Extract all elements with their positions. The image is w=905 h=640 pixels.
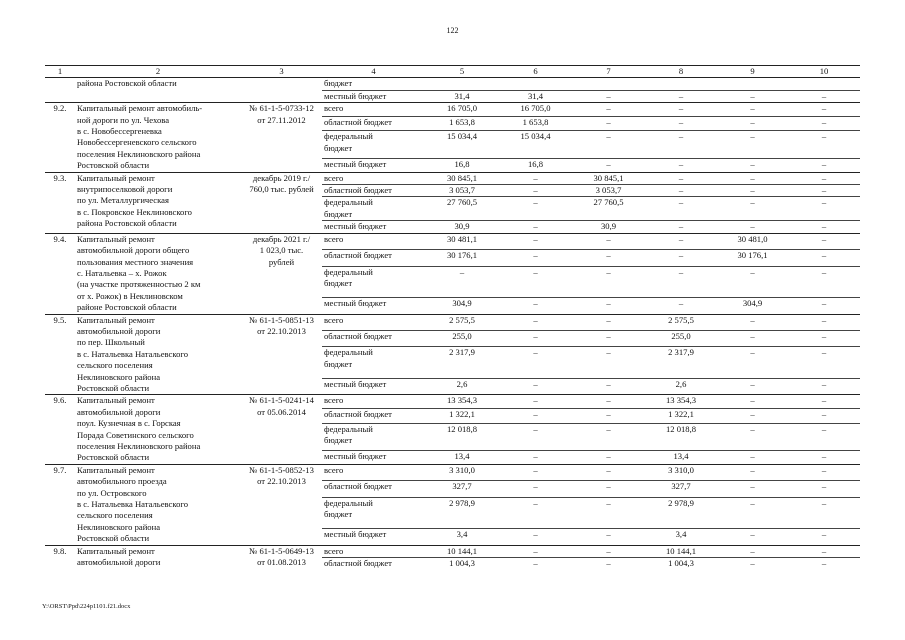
amount-cell — [572, 78, 645, 90]
object-name: Капитальный ремонт автомобильной дороги — [75, 545, 241, 569]
amount-cell: – — [717, 409, 788, 423]
amount-cell: 30 176,1 — [717, 250, 788, 266]
amount-cell: – — [645, 185, 717, 197]
funding-source: областной бюджет — [322, 409, 425, 423]
object-name: Капитальный ремонт автомобильной дороги общего пользования местного значения с. Натальевка – х. Рожок (на участке протяженностью 2 км от х. Рожок) в Неклиновском районе Ростовской области — [75, 233, 241, 314]
amount-cell: – — [572, 330, 645, 346]
row-number: 9.2. — [45, 103, 75, 172]
amount-cell: – — [717, 545, 788, 557]
amount-cell: – — [572, 298, 645, 314]
funding-source: местный бюджет — [322, 221, 425, 233]
funding-source: федеральный бюджет — [322, 347, 425, 379]
amount-cell: – — [572, 90, 645, 102]
amount-cell: – — [788, 117, 860, 131]
amount-cell: – — [499, 409, 572, 423]
amount-cell: 13,4 — [645, 450, 717, 464]
amount-cell: 3 053,7 — [425, 185, 499, 197]
column-number: 8 — [645, 66, 717, 78]
amount-cell: – — [788, 347, 860, 379]
amount-cell: – — [788, 197, 860, 221]
amount-cell: – — [645, 221, 717, 233]
amount-cell: 30 845,1 — [572, 172, 645, 184]
funding-source: всего — [322, 395, 425, 409]
amount-cell: – — [788, 409, 860, 423]
amount-cell: – — [572, 409, 645, 423]
amount-cell: 31,4 — [425, 90, 499, 102]
amount-cell: 2 317,9 — [645, 347, 717, 379]
amount-cell — [425, 78, 499, 90]
object-name: Капитальный ремонт автомобильного проезда по ул. Островского в с. Натальевка Натальевского сельского поселения Неклиновского района Ростовской области — [75, 464, 241, 545]
funding-source: областной бюджет — [322, 558, 425, 570]
amount-cell: 2 575,5 — [425, 314, 499, 330]
amount-cell: 13 354,3 — [425, 395, 499, 409]
amount-cell: – — [717, 378, 788, 394]
amount-cell: – — [717, 117, 788, 131]
table-row — [45, 545, 860, 557]
row-number: 9.5. — [45, 314, 75, 395]
amount-cell: – — [572, 250, 645, 266]
amount-cell: 13 354,3 — [645, 395, 717, 409]
row-number: 9.3. — [45, 172, 75, 233]
amount-cell: 16,8 — [425, 158, 499, 172]
amount-cell: 1 004,3 — [425, 558, 499, 570]
amount-cell: 31,4 — [499, 90, 572, 102]
funding-source: федеральный бюджет — [322, 197, 425, 221]
amount-cell: 30 845,1 — [425, 172, 499, 184]
amount-cell: – — [717, 90, 788, 102]
amount-cell: – — [572, 378, 645, 394]
column-number: 5 — [425, 66, 499, 78]
amount-cell: – — [788, 90, 860, 102]
table-row — [45, 233, 860, 249]
amount-cell: 30,9 — [425, 221, 499, 233]
amount-cell: – — [499, 314, 572, 330]
amount-cell: – — [572, 158, 645, 172]
funding-source: бюджет — [322, 78, 425, 90]
amount-cell: 2 317,9 — [425, 347, 499, 379]
amount-cell: – — [499, 378, 572, 394]
row-number: 9.8. — [45, 545, 75, 569]
amount-cell: 30 481,1 — [425, 233, 499, 249]
document-info: декабрь 2021 г./ 1 023,0 тыс. рублей — [241, 233, 322, 314]
funding-source: местный бюджет — [322, 529, 425, 545]
amount-cell: – — [788, 395, 860, 409]
amount-cell: – — [572, 464, 645, 480]
amount-cell: – — [499, 266, 572, 298]
amount-cell: – — [717, 103, 788, 117]
amount-cell: – — [717, 266, 788, 298]
funding-source: всего — [322, 103, 425, 117]
amount-cell: – — [717, 314, 788, 330]
amount-cell: 15 034,4 — [499, 131, 572, 158]
amount-cell: 30,9 — [572, 221, 645, 233]
amount-cell: 27 760,5 — [572, 197, 645, 221]
amount-cell: – — [788, 172, 860, 184]
funding-source: местный бюджет — [322, 298, 425, 314]
amount-cell: 3 310,0 — [645, 464, 717, 480]
amount-cell: 16 705,0 — [499, 103, 572, 117]
amount-cell: – — [788, 529, 860, 545]
amount-cell: – — [717, 197, 788, 221]
amount-cell: 2,6 — [425, 378, 499, 394]
amount-cell: – — [645, 117, 717, 131]
column-number: 6 — [499, 66, 572, 78]
table-row — [45, 172, 860, 184]
amount-cell: – — [788, 103, 860, 117]
amount-cell: – — [645, 158, 717, 172]
funding-source: местный бюджет — [322, 450, 425, 464]
amount-cell: – — [499, 233, 572, 249]
amount-cell: – — [717, 172, 788, 184]
amount-cell: – — [572, 529, 645, 545]
funding-source: местный бюджет — [322, 90, 425, 102]
amount-cell: – — [788, 464, 860, 480]
funding-source: местный бюджет — [322, 158, 425, 172]
amount-cell: 2 978,9 — [425, 497, 499, 529]
column-number: 2 — [75, 66, 241, 78]
amount-cell: – — [645, 298, 717, 314]
amount-cell: – — [717, 450, 788, 464]
object-name: района Ростовской области — [75, 78, 241, 103]
amount-cell: – — [645, 197, 717, 221]
funding-source: областной бюджет — [322, 481, 425, 497]
amount-cell: 304,9 — [717, 298, 788, 314]
amount-cell: 13,4 — [425, 450, 499, 464]
amount-cell: – — [572, 395, 645, 409]
amount-cell: – — [788, 266, 860, 298]
table-row — [45, 464, 860, 480]
amount-cell: – — [499, 197, 572, 221]
amount-cell: – — [788, 131, 860, 158]
amount-cell: – — [788, 185, 860, 197]
amount-cell: – — [788, 298, 860, 314]
column-number: 10 — [788, 66, 860, 78]
amount-cell: – — [572, 103, 645, 117]
amount-cell: 30 481,0 — [717, 233, 788, 249]
amount-cell: – — [499, 185, 572, 197]
funding-source: областной бюджет — [322, 117, 425, 131]
amount-cell: – — [717, 330, 788, 346]
amount-cell: – — [572, 497, 645, 529]
amount-cell: 1 004,3 — [645, 558, 717, 570]
row-number: 9.4. — [45, 233, 75, 314]
amount-cell: 15 034,4 — [425, 131, 499, 158]
table-row — [45, 314, 860, 330]
amount-cell — [717, 78, 788, 90]
funding-source: всего — [322, 545, 425, 557]
amount-cell: 1 322,1 — [425, 409, 499, 423]
amount-cell — [499, 78, 572, 90]
document-info: № 61-1-5-0241-14 от 05.06.2014 — [241, 395, 322, 464]
amount-cell: 3,4 — [645, 529, 717, 545]
amount-cell: 327,7 — [645, 481, 717, 497]
amount-cell: – — [788, 450, 860, 464]
table-row — [45, 103, 860, 117]
amount-cell: – — [717, 558, 788, 570]
amount-cell: – — [788, 221, 860, 233]
amount-cell: – — [717, 395, 788, 409]
amount-cell: – — [788, 314, 860, 330]
amount-cell: – — [717, 423, 788, 450]
column-number: 4 — [322, 66, 425, 78]
amount-cell: 2,6 — [645, 378, 717, 394]
document-info: № 61-1-5-0851-13 от 22.10.2013 — [241, 314, 322, 395]
funding-source: федеральный бюджет — [322, 266, 425, 298]
amount-cell: – — [499, 298, 572, 314]
amount-cell: – — [788, 423, 860, 450]
amount-cell: – — [645, 250, 717, 266]
funding-source: всего — [322, 233, 425, 249]
budget-table — [45, 65, 860, 569]
amount-cell: – — [788, 497, 860, 529]
funding-source: областной бюджет — [322, 250, 425, 266]
amount-cell: – — [499, 221, 572, 233]
funding-source: федеральный бюджет — [322, 423, 425, 450]
object-name: Капитальный ремонт автомобильной дороги по пер. Школьный в с. Натальевка Натальевского сельского поселения Неклиновского района Ростовской области — [75, 314, 241, 395]
amount-cell: – — [645, 90, 717, 102]
amount-cell: 10 144,1 — [645, 545, 717, 557]
amount-cell: 12 018,8 — [425, 423, 499, 450]
table-row — [45, 78, 860, 90]
amount-cell: – — [788, 250, 860, 266]
column-number: 3 — [241, 66, 322, 78]
row-number: 9.6. — [45, 395, 75, 464]
amount-cell: – — [572, 347, 645, 379]
amount-cell: 3 310,0 — [425, 464, 499, 480]
amount-cell: 16,8 — [499, 158, 572, 172]
amount-cell: – — [717, 347, 788, 379]
amount-cell: – — [499, 529, 572, 545]
document-info: декабрь 2019 г./ 760,0 тыс. рублей — [241, 172, 322, 233]
amount-cell: – — [499, 481, 572, 497]
table-row — [45, 395, 860, 409]
funding-source: федеральный бюджет — [322, 497, 425, 529]
amount-cell: – — [717, 158, 788, 172]
document-info: № 61-1-5-0649-13 от 01.08.2013 — [241, 545, 322, 569]
funding-source: областной бюджет — [322, 185, 425, 197]
amount-cell: – — [717, 185, 788, 197]
funding-source: местный бюджет — [322, 378, 425, 394]
funding-source: всего — [322, 464, 425, 480]
amount-cell: – — [788, 545, 860, 557]
amount-cell: 3 053,7 — [572, 185, 645, 197]
amount-cell: 304,9 — [425, 298, 499, 314]
amount-cell: – — [788, 558, 860, 570]
column-number: 9 — [717, 66, 788, 78]
object-name: Капитальный ремонт автомобильной дороги поул. Кузнечная в с. Горская Порада Советинского сельского поселения Неклиновского района Ростовской области — [75, 395, 241, 464]
amount-cell: – — [788, 233, 860, 249]
amount-cell: 255,0 — [645, 330, 717, 346]
amount-cell: – — [572, 450, 645, 464]
amount-cell: – — [572, 545, 645, 557]
amount-cell: – — [572, 117, 645, 131]
amount-cell: – — [645, 131, 717, 158]
page-number: 122 — [446, 26, 459, 35]
amount-cell: – — [572, 558, 645, 570]
amount-cell: – — [499, 464, 572, 480]
amount-cell: – — [717, 529, 788, 545]
amount-cell: 255,0 — [425, 330, 499, 346]
amount-cell: – — [717, 131, 788, 158]
amount-cell: – — [717, 464, 788, 480]
column-number: 1 — [45, 66, 75, 78]
amount-cell — [645, 78, 717, 90]
funding-source: всего — [322, 314, 425, 330]
amount-cell: – — [499, 450, 572, 464]
amount-cell: – — [572, 266, 645, 298]
amount-cell: – — [499, 423, 572, 450]
amount-cell: 16 705,0 — [425, 103, 499, 117]
amount-cell: – — [425, 266, 499, 298]
amount-cell: – — [572, 314, 645, 330]
amount-cell: – — [717, 481, 788, 497]
amount-cell: – — [788, 481, 860, 497]
amount-cell: – — [499, 395, 572, 409]
amount-cell: 327,7 — [425, 481, 499, 497]
amount-cell: – — [717, 221, 788, 233]
funding-source: областной бюджет — [322, 330, 425, 346]
amount-cell: 2 575,5 — [645, 314, 717, 330]
amount-cell: 27 760,5 — [425, 197, 499, 221]
row-number: 9.7. — [45, 464, 75, 545]
amount-cell: – — [572, 131, 645, 158]
amount-cell: – — [717, 497, 788, 529]
amount-cell: – — [499, 347, 572, 379]
column-number-row — [45, 66, 860, 78]
amount-cell — [788, 78, 860, 90]
column-number: 7 — [572, 66, 645, 78]
amount-cell: – — [499, 172, 572, 184]
document-info: № 61-1-5-0852-13 от 22.10.2013 — [241, 464, 322, 545]
object-name: Капитальный ремонт внутрипоселковой дороги по ул. Металлургическая в с. Покровское Неклиновского района Ростовской области — [75, 172, 241, 233]
amount-cell: 12 018,8 — [645, 423, 717, 450]
amount-cell: – — [572, 481, 645, 497]
amount-cell: 3,4 — [425, 529, 499, 545]
document-info: № 61-1-5-0733-12 от 27.11.2012 — [241, 103, 322, 172]
amount-cell: 1 322,1 — [645, 409, 717, 423]
amount-cell: – — [645, 103, 717, 117]
amount-cell: – — [788, 378, 860, 394]
amount-cell: 10 144,1 — [425, 545, 499, 557]
funding-source: федеральный бюджет — [322, 131, 425, 158]
amount-cell: – — [788, 158, 860, 172]
amount-cell: – — [645, 172, 717, 184]
amount-cell: – — [499, 330, 572, 346]
amount-cell: – — [499, 250, 572, 266]
amount-cell: 2 978,9 — [645, 497, 717, 529]
amount-cell: – — [499, 558, 572, 570]
amount-cell: 1 653,8 — [425, 117, 499, 131]
amount-cell: – — [645, 266, 717, 298]
file-path-footer: Y:\ORST\Ppd\224p1101.f21.docx — [42, 603, 131, 610]
amount-cell: – — [499, 545, 572, 557]
amount-cell: – — [499, 497, 572, 529]
object-name: Капитальный ремонт автомобиль- ной дороги по ул. Чехова в с. Новобессергеневка Новобессергеневского сельского поселения Неклиновского района Ростовской области — [75, 103, 241, 172]
amount-cell: – — [572, 233, 645, 249]
funding-source: всего — [322, 172, 425, 184]
amount-cell: – — [572, 423, 645, 450]
amount-cell: 30 176,1 — [425, 250, 499, 266]
amount-cell: – — [645, 233, 717, 249]
amount-cell: – — [788, 330, 860, 346]
amount-cell: 1 653,8 — [499, 117, 572, 131]
document-info — [241, 78, 322, 103]
row-number — [45, 78, 75, 103]
